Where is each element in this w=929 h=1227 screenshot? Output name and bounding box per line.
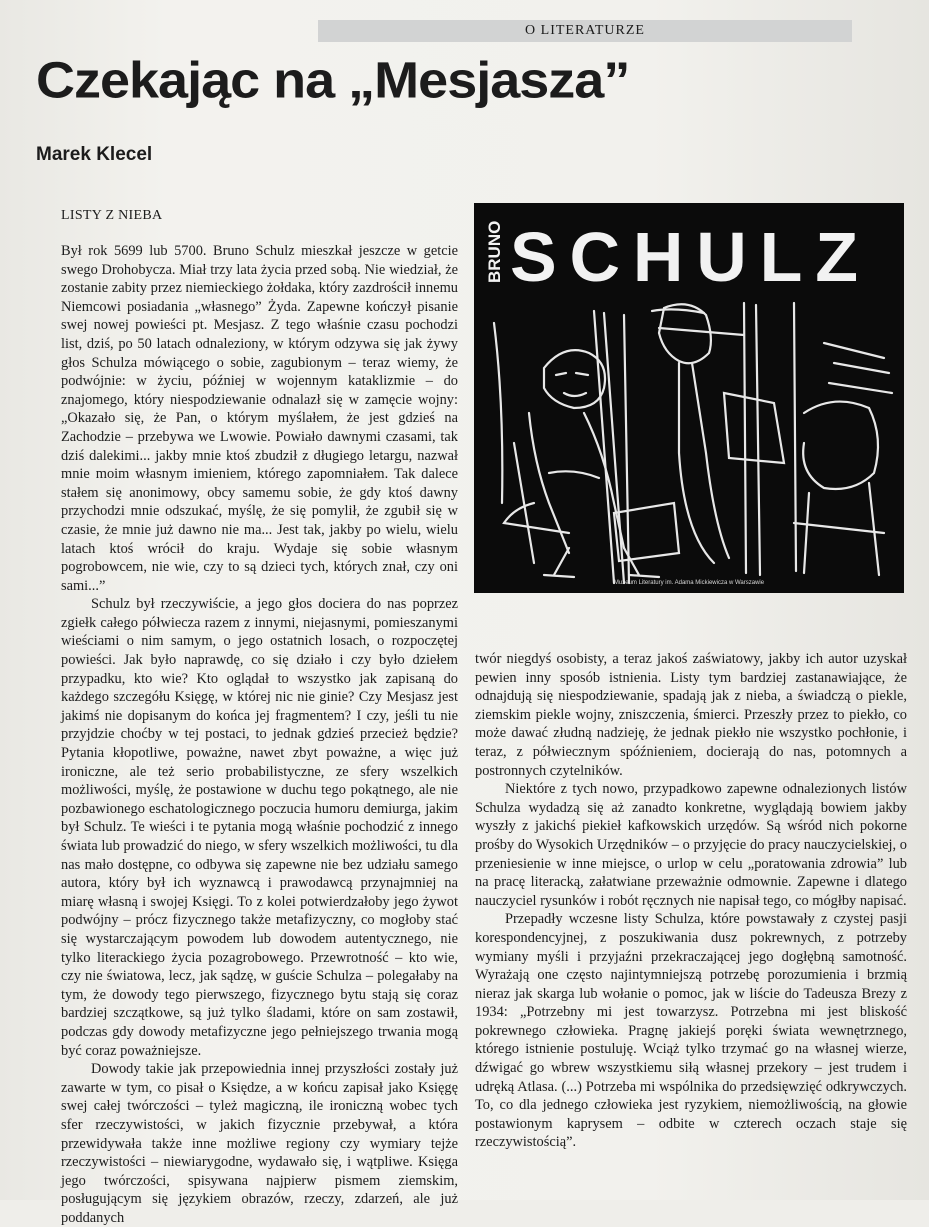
left-column: [61, 242, 458, 1227]
paragraph: Dowody takie jak przepowiednia innej przyszłości zostały już zawarte w tym, co pisał o Księdze, a w końcu zapisał jako Księgę swej całej twórczości – tyleż magiczną, ile ironiczną wobec tych sfer rzeczywistości, w jakich fizycznie przebywał, a która przewidywała także inne możliwe regiony czy wymiary tejże rzeczywistości – niewiarygodne, wydawało się, i wątpliwe. Księga jego twórczości, spisywana najpierw pismem ziemskim, posługującym się językiem obrazów, rzeczy, zdarzeń, ale już poddanych: [61, 1061, 458, 1226]
section-heading: LISTY Z NIEBA: [61, 208, 163, 223]
right-column: [475, 650, 907, 1152]
section-rubric: O LITERATURZE: [318, 20, 852, 42]
cover-last-name: SCHULZ: [510, 218, 880, 296]
paragraph: twór niegdyś osobisty, a teraz jakoś zaświatowy, jakby ich autor uzyskał pewien inny sposób istnienia. Listy tym bardziej zastanawiające, że odnajdują się niespodziewanie, spadają jak z nieba, a świadczą o piekle, ziemskim piekle wojny, zniszczenia, śmierci. Przeszły przez to piekło, co może dawać złudną nadzieję, że jednak piekło nie wszystko pochłonie, i teraz, z półwiecznym spóźnieniem, docierają do nas, potomnych a postronnych czytelników.: [475, 651, 907, 779]
article-author: Marek Klecel: [36, 144, 153, 165]
paragraph: Niektóre z tych nowo, przypadkowo zapewne odnalezionych listów Schulza wydadzą się aż zanadto konkretne, wyglądają bowiem jakby wyszły z jakichś piekieł kafkowskich urzędów. Są wśród nich pokorne prośby do Wysokich Urzędników – o przyjęcie do pracy nauczycielskiej, o przeniesienie w inne miejsce, o urlop w celu „poratowania zdrowia” lub na pracę literacką, załatwiane przeważnie odmownie. Zapewne i dlatego nauczyciel rysunków i robót ręcznych nie napisał tego, co mógłby napisać.: [475, 781, 907, 909]
book-cover-illustration: [474, 203, 904, 593]
paragraph: Przepadły wczesne listy Schulza, które powstawały z czystej pasji korespondencyjnej, z poszukiwania dusz pokrewnych, z potrzeby wymiany myśli i przyjaźni przekraczającej jego dogłębną samotność. Wyrażają one często najintymniejszą potrzebę porozumienia i brzmią nieraz jak skarga lub wołanie o pomoc, jak w liście do Tadeusza Brezy z 1934: „Potrzebny mi jest towarzysz. Potrzebna mi jest bliskość pokrewnego człowieka. Pragnę jakiejś poręki świata wewnętrznego, którego istnienie postuluję. Wciąż tylko trzymać go na własnej wierze, dźwigać go wbrew wszystkiemu siłą własnej przekory – jest trudem i udręką Atlasa. (...) Potrzeba mi wspólnika do przedsięwzięć odkrywczych. To, co dla jednego człowieka jest ryzykiem, niemożliwością, na głowie postawionym kaprysem – odbite w czterech oczach staje się rzeczywistością”.: [475, 911, 907, 1151]
article-title: Czekając na „Mesjasza”: [36, 51, 630, 109]
cover-credit: Muzeum Literatury im. Adama Mickiewicza w Warszawie: [613, 580, 765, 586]
book-cover-image: [474, 203, 904, 593]
cover-first-name: BRUNO: [485, 220, 504, 283]
paragraph: Schulz był rzeczywiście, a jego głos dociera do nas poprzez zgiełk całego półwiecza razem z innymi, niejasnymi, pomieszanymi wieściami o nim samym, o jego ostatnich losach, o rozpoczętej powieści. Jak było naprawdę, co się działo i czy było dziełem przypadku, kto wie? Kto oglądał to wszystko jak zapisaną do każdego szczegółu Księgę, w której nic nie ginie? Czy Mesjasz jest jakimś nie dopisanym do końca jej fragmentem? I czy, jeśli tu nie przyjdzie choćby w tej postaci, to jednak gdzieś przecież będzie? Pytania kłopotliwe, poważne, nawet zbyt poważne, a więc już ironiczne, ale też serio probabilistyczne, ze sfery wszelkich możliwości, myślę, że postawione w duchu tego pokątnego, ale nie pozbawionego eschatologicznego poczucia humoru demiurga, jakim był Schulz. Te wieści i te pytania mogą właśnie pochodzić z innego świata lub prowadzić do niego, w sfery wszelkich możliwości, tu dla nas mało dostępne, co odbywa się zapewne nie bez udziału samego autora, który był ich wyznawcą i prawodawcą przynajmniej na miarę własną i swojej Księgi. To z kolei potwierdzałoby jego żywot podwójny – prócz fizycznego także metafizyczny, co mogłoby stać się wystarczającym powodem lub dowodem autentycznego, nie tylko literackiego życia pozagrobowego. Przewrotność – kto wie, czy nie światowa, lecz, jak sądzę, w guście Schulza – polegałaby na tym, że dowody tego pierwszego, fizycznego bytu stają się coraz bardziej szczątkowe, są już tylko śladami, które on sam zostawił, podczas gdy dowody metafizyczne jego pełniejszego trwania mogą być coraz poważniejsze.: [61, 596, 458, 1059]
paragraph: Był rok 5699 lub 5700. Bruno Schulz mieszkał jeszcze w getcie swego Drohobycza. Miał trzy lata życia przed sobą. Nie wiedział, że zostanie zabity przez niemieckiego żołdaka, który zazdrościł innemu Niemcowi posiadania „własnego” Żyda. Zapewne kończył pisanie swej nowej powieści pt. Mesjasz. Z tego właśnie czasu pochodzi list, dziś, po 50 latach odnaleziony, w którym odzywa się jak żywy głos Schulza mówiącego o sobie, zagubionym – teraz wiemy, że podwójnie: w życiu, później w wojennym kataklizmie – do znajomego, który niespodziewanie odnalazł się w zamęcie wojny: „Okazało się, że Pan, o którym myślałem, że jest gdzieś na Zachodzie – przebywa we Lwowie. Powiało dawnymi czasami, tak dziś dalekimi... jakby mnie ktoś zbudził z długiego letargu, nazwał mnie moim własnym imieniem, którego zapomniałem. Tak dalece stałem się anonimowy, obcy samemu sobie, że gdy ktoś dawny przychodzi mnie odszukać, myślę, że się pomylił, że zgubił się w czasie, że mnie już dawno nie ma... Jest tak, jakby po wielu, wielu latach ktoś wrócił do kraju. Wydaje się sobie własnym pogrobowcem, nie wie, czy to są dzieci tych, których znał, czy oni sami...”: [61, 243, 458, 594]
